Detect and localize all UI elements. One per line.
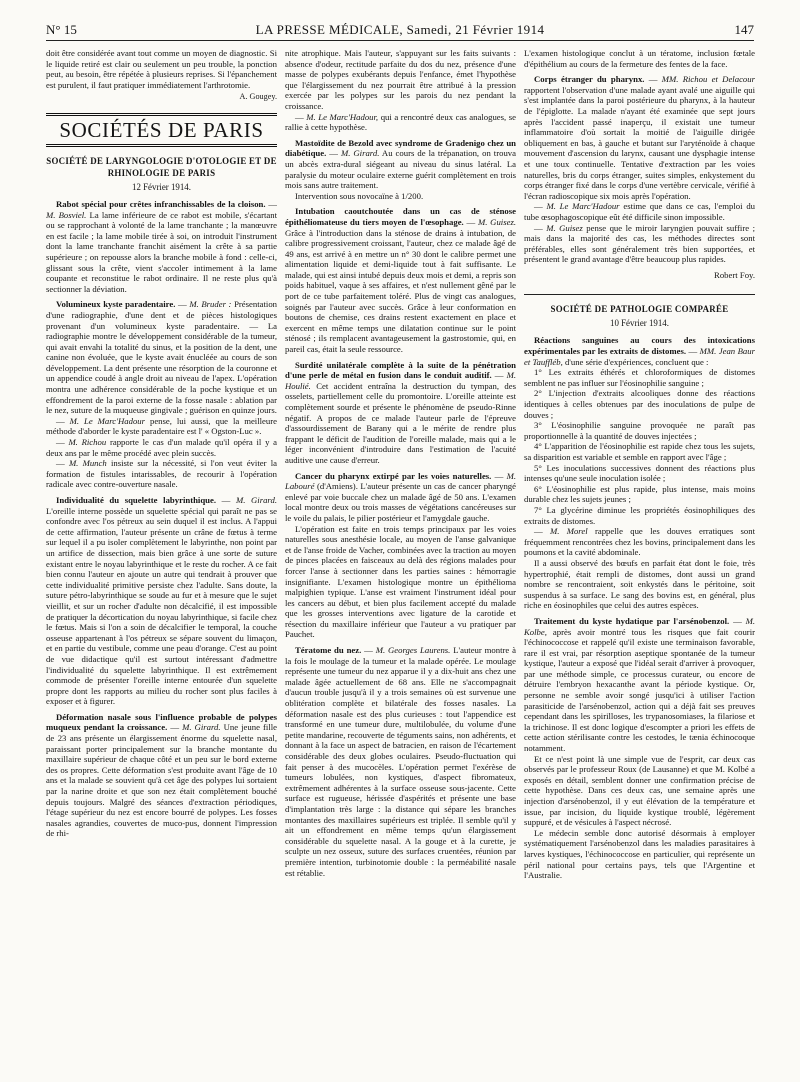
article: Cancer du pharynx extirpé par les voies naturelles. — M. Labouré (d'Amiens). L'auteur présente un cas de cancer pharyngé enlevé par voie buccale chez un malade âgé de 50 ans. L'examen local montre deux ou trois masses de végétations cancéreuses sur le voile du palais, le pilier postérieur et l'amygdale gauche.	[285, 470, 516, 523]
paragraph: L'examen histologique conclut à un tératome, inclusion fœtale d'épithélium au cours de la fermeture des fentes de la face.	[524, 48, 755, 69]
article-text: d'une série d'expériences, concluent que :	[564, 356, 709, 367]
remark-author: M. Munch	[68, 458, 107, 469]
remark: — M. Munch insiste sur la nécessité, si l'on veut éviter la formation de fistules intarissables, de recourir à l'opération radicale avec contre-ouverture nasale.	[46, 458, 277, 490]
article-author: M. Girard.	[235, 495, 277, 505]
article: Mastoïdite de Bezold avec syndrome de Gradenigo chez un diabétique. — M. Girard. Au cours de la trépanation, on trouva un abcès extra-dural siégeant au niveau du sinus latéral. La paralysie du moteur oculaire externe guérit complètement en trois mois sans autre traitement.	[285, 137, 516, 191]
running-header	[46, 22, 754, 41]
article-author: M. Girard.	[182, 722, 221, 733]
session-date: 10 Février 1914.	[610, 318, 669, 329]
article-text: L'auteur présente un cas de cancer pharyngé enlevé par voie buccale chez un malade âgé de 50 ans. L'examen local montre deux ou trois masses de végétations cancéreuses sur le voile du palais, le pilier postérieur et l'amygdale gauche.	[285, 481, 516, 523]
list-item: 2° L'injection d'extraits alcooliques donne des réactions identiques à celles obtenues par des inoculations de pulpe de douves ;	[524, 388, 755, 420]
remark: — M. Le Marc'Hadour pense, lui aussi, que la meilleure méthode d'aborder le kyste paradentaire est l' « Ogston-Luc ».	[46, 415, 277, 437]
remark-text: estime que dans ce cas, l'emploi du tube œsophagoscopique eût été difficile sinon impossible.	[524, 201, 755, 222]
article: Individualité du squelette labyrinthique. — M. Girard. L'oreille interne possède un squelette spécial qui paraît ne pas se confondre avec l'os pétreux au sein duquel il est inclus. A l'appui de cette affirmation, l'auteur présente un crâne de fœtus à terme sur lequel il a pu isoler complètement le labyrinthe, non point par un artifice de dissection, mais bien grâce à une sorte de suture existant entre le noyau labyrinthique et le reste du rocher. A ce fait bien connu l'auteur en ajoute un autre qui tendrait à prouver que cette individualité primitive persiste chez l'adulte. Sans doute, la suture pétro-labyrinthique se soude au fur et à mesure que le sujet vieillit, et sur un rocher d'adulte non décalcifié, il est impossible de pratiquer la décortication du noyau labyrinthique, si facile chez le fœtus. Mais si l'on a soin de décalcifier le temporal, la couche osseuse appartenant à l'os pétreux se sépare souvent du limaçon, et en partie du vestibule, comme une peau d'orange. C'est au point de vue didactique qu'il est surtout intéressant d'admettre l'individualité du squelette labyrinthique. Il est extrêmement commode de présenter l'oreille interne entourée d'un squelette propre dont les rapports au milieu du rocher sont plus faciles à exposer et à figurer.	[46, 495, 277, 707]
article-author: MM. Jean Baur et Tauffléb,	[524, 346, 755, 367]
article-title: Traitement du kyste hydatique par l'arsénobenzol.	[534, 615, 730, 626]
journal-title: LA PRESSE MÉDICALE, Samedi, 21 Février 1914	[255, 22, 545, 37]
remark: — M. Le Marc'Hadour estime que dans ce cas, l'emploi du tube œsophagoscopique eût été difficile sinon impossible.	[524, 201, 755, 222]
society-heading: SOCIÉTÉ DE LARYNGOLOGIE D'OTOLOGIE ET DE RHINOLOGIE DE PARIS	[46, 155, 277, 178]
remark-text: pense que le miroir laryngien pouvait suffire ; mais dans la majorité des cas, les méthodes directes sont préférables, elles sont généralement très bien supportées, et présentent le grand avantage d'être beaucoup plus rapides.	[524, 222, 755, 265]
remark-text: rapporte le cas d'un malade qu'il opéra il y a deux ans par le même procédé avec plein succès.	[46, 437, 277, 458]
paragraph: Le médecin semble donc autorisé désormais à employer systématiquement l'arsénobenzol dans les maladies parasitaires à larves kystiques, l'échinococcose en particulier, qui représente un péril national pour certains pays, tels que l'Argentine et l'Australie.	[524, 827, 755, 881]
remark-author: M. Le Marc'Hadour,	[306, 111, 379, 122]
paragraph: nite atrophique. Mais l'auteur, s'appuyant sur les faits suivants : absence d'odeur, rectitude parfaite du dos du nez, présence d'une masse de polypes exubérants depuis l'enfance, émet l'hypothèse que l'élargissement du nez pourrait être attribué à la pression exercée par les polypes sur les parois du nez pendant la croissance.	[285, 48, 516, 111]
article-text: L'auteur montre à la fois le moulage de la tumeur et la malade opérée. Le moulage représente une tumeur du nez apparue il y a dix-huit ans chez une malade âgée actuellement de 68 ans. Elle ne s'accompagnait d'aucun trouble jusqu'à il y a trois semaines où est survenue une oblitération complète et bilatérale des fosses nasales. La déformation nasale est des plus curieuses : tout l'appendice est transformé en une tumeur dure, multilobulée, du volume d'une petite mandarine, recouverte de téguments sains, non adhérents, et donnant à la face un aspect de batracien, en raison de l'écartement considérable des deux globes oculaires. Pseudo-fluctuation qui fait penser à des mucocèles. L'opération permet l'exérèse de tumeurs lobulées, non kystiques, d'aspect fibromateux, extrêmement adhérentes à la surface osseuse sous-jacente. Cette surface est rugueuse, hérissée d'aspérités et présente une base d'implantation très large : la distance qui sépare les branches montantes des maxillaires supérieurs est triplée. Il semble qu'il y ait un effondrement en même temps qu'un élargissement considérable du squelette nasal. A la gouge et à la curette, je sculpte un nez osseux, suture des surfaces cruentées, réunion par première intention, turbinotomie double : la perméabilité nasale est rétablie.	[285, 645, 516, 878]
remark: — M. Guisez pense que le miroir laryngien pouvait suffire ; mais dans la majorité des cas, les méthodes directes sont préférables, elles sont généralement très bien supportées, et présentent le grand avantage d'être beaucoup plus rapides.	[524, 222, 755, 265]
list-item: 7° La glycérine diminue les propriétés éosinophiliques des extraits de distomes.	[524, 504, 755, 526]
article-text: Présentation d'une radiographie, d'une dent et de pièces histologiques provenant d'un volumineux kyste paradentaire. — La radiographie montre le développement considérable de la tumeur, qui avait envahi la totalité du sinus, et la position de la dent, une canine non évoluée, que le kyste avait énucléée au cours de son développement. La dent présente une résorption de la couronne et un appendice coudé à angle droit au niveau de l'apex. L'opération montra une adhérence considérable de la poche kystique et un effondrement de la paroi externe de la fosse nasale : ablation par le nez, suture de la muqueuse gingivale ; guérison en quinze jours.	[46, 299, 277, 416]
signature: Robert Foy.	[714, 269, 755, 280]
remark-author: M. Morel	[550, 526, 588, 537]
article-text: rapportent l'observation d'une malade ayant avalé une aiguille qui s'est implantée dans la paroi postérieure du pharynx, à la hauteur de l'épiglotte. La malade n'ayant été examinée que sept jours après l'accident passé inaperçu, il existait une tumeur inflammatoire d'où sortait la moitié de l'aiguille dirigée obliquement en bas, à gauche et butant sur l'aryténoïde à chaque mouvement d'ascension du larynx, causant une dysphagie intense et une toux continuelle. Tentative d'extraction par les voies naturelles, bris du corps étranger, suites simples, enkystement du corps étranger fixé dans le corps d'une vertèbre cervicale, vérifié à l'écran radioscopique six mois après l'opération.	[524, 84, 755, 201]
paragraph: Intervention sous novocaïne à 1/200.	[295, 190, 424, 201]
article: Rabot spécial pour crêtes infranchissables de la cloison. — M. Bosviel. La lame inférieure de ce rabot est mobile, s'écartant ou se rapprochant à volonté de la lame tranchante ; la manœuvre en est facile ; la lame mobile tirée à soi, on introduit l'instrument dont la lame tranchante franchit aisément la crête à sa partie supérieure ; on repousse alors la branche mobile à fond : celle-ci, glissant sous la crête, vient s'accoler intimement à la lame coupante et reconstitue le rabot ordinaire. Il ne reste plus qu'à sectionner la déviation.	[46, 198, 277, 294]
article-place: (d'Amiens).	[316, 481, 358, 492]
article-author: MM. Richou et Delacour	[661, 74, 755, 85]
article: Tératome du nez. — M. Georges Laurens. L'auteur montre à la fois le moulage de la tumeur et la malade opérée. Le moulage représente une tumeur du nez apparue il y a dix-huit ans chez une malade âgée actuellement de 68 ans. Elle ne s'accompagnait d'aucun trouble jusqu'à il y a trois semaines où est survenue une oblitération complète et bilatérale des fosses nasales. La déformation nasale est des plus curieuses : tout l'appendice est transformé en une tumeur dure, multilobulée, du volume d'une petite mandarine, recouverte de téguments sains, non adhérents, et donnant à la face un aspect de batracien, en raison de l'écartement considérable des deux globes oculaires. Pseudo-fluctuation qui fait penser à des mucocèles. L'opération permet l'exérèse de tumeurs lobulées, non kystiques, d'aspect fibromateux, extrêmement adhérentes à la surface osseuse sous-jacente. Cette surface est rugueuse, hérissée d'aspérités et présente une base d'implantation très large : la distance qui sépare les branches montantes des maxillaires supérieurs est triplée. Il semble qu'il y ait un effondrement en même temps qu'un élargissement considérable du squelette nasal. A la gouge et à la curette, je sculpte un nez osseux, suture des surfaces cruentées, réunion par première intention, turbinotomie double : la perméabilité nasale est rétablie.	[285, 645, 516, 878]
article-author: M. Labouré	[285, 470, 516, 492]
paragraph: Il a aussi observé des bœufs en parfait état dont le foie, très hypertrophié, était rempli de distomes, dont aussi un grand nombre se rencontraient, soit enkystés dans le péritoine, soit suspendus à sa surface. Le sang des bovins est, en général, plus riche en éosinophiles que celui des autres espèces.	[524, 557, 755, 611]
column-3	[524, 48, 755, 1073]
remark: — M. Richou rapporte le cas d'un malade qu'il opéra il y a deux ans par le même procédé avec plein succès.	[46, 437, 277, 458]
article-text: L'oreille interne possède un squelette spécial qui paraît ne pas se confondre avec l'os pétreux au sein duquel il est inclus. A l'appui de cette affirmation, l'auteur présente un crâne de fœtus à terme sur lequel il a pu isoler complètement le labyrinthe, non point par un artifice de dissection, mais bien grâce à une sorte de suture existant entre le noyau labyrinthique et le reste du rocher. A ce fait bien connu l'auteur en ajoute un autre qui tendrait à prouver que cette individualité primitive persiste chez l'adulte. Sans doute, la suture pétro-labyrinthique se soude au fur et à mesure que le sujet vieillit, et sur un rocher d'adulte non décalcifié, il est impossible de pratiquer la décortication du noyau labyrinthique, si facile chez le fœtus. Mais si l'on a soin de décalcifier le temporal, la couche osseuse appartenant à l'os pétreux se sépare souvent du limaçon, et en partie du vestibule, comme une peau d'orange. C'est au point de vue didactique qu'il est surtout intéressant d'admettre l'individualité du squelette labyrinthique. Il est extrêmement commode de présenter l'oreille interne entourée d'un squelette propre dont les rapports au milieu du rocher sont plus faciles à exposer et à figurer.	[46, 505, 277, 707]
article-title: Tératome du nez.	[295, 645, 362, 656]
article-text: Grâce à l'introduction dans la sténose de drains à intubation, de calibre progressivement croissant, l'auteur, chez ce malade âgé de 49 ans, est arrivé à en mettre un n° 30 dont le calibre permet une alimentation liquide et demi-liquide tout à fait suffisante. Le malade, qui est ainsi intubé depuis deux mois et demi, a repris son poids habituel, vaque à ses affaires, et n'est nullement gêné par le port de ce tube parfaitement toléré. Plus de vingt cas analogues, soignés par l'auteur avec succès. Grâce à leur conformation en boutons de chemise, ces drains restent exactement en place et exercent en même temps une dilatation continue sur le point sténosé ; ils remplacent avantageusement la gastrostomie, qui, en pareil cas, était la seule ressource.	[285, 227, 516, 355]
signature: A. Gougey.	[239, 92, 277, 102]
article-author: M. Georges Laurens.	[375, 645, 451, 656]
article: Corps étranger du pharynx. — MM. Richou et Delacour rapportent l'observation d'une malade ayant avalé une aiguille qui s'est implantée dans la paroi postérieure du pharynx, à la hauteur de l'épiglotte. La malade n'ayant été examinée que sept jours après l'accident passé inaperçu, il existait une tumeur inflammatoire d'où sortait la moitié de l'aiguille dirigée obliquement en bas, à gauche et butant sur l'aryténoïde à chaque mouvement d'ascension du larynx, causant une dysphagie intense et une toux continuelle. Tentative d'extraction par les voies naturelles, bris du corps étranger, suites simples, enkystement du corps étranger fixé dans le corps d'une vertèbre cervicale, vérifié à l'écran radioscopique six mois après l'opération.	[524, 74, 755, 201]
article-author: M. Kolbe,	[524, 615, 755, 637]
society-heading: SOCIÉTÉ DE PATHOLOGIE COMPARÉE	[524, 294, 755, 315]
article-title: Mastoïdite de Bezold avec syndrome de Gradenigo chez un diabétique.	[285, 137, 516, 159]
article: Volumineux kyste paradentaire. — M. Bruder : Présentation d'une radiographie, d'une dent et de pièces histologiques provenant d'un volumineux kyste paradentaire. — La radiographie montre le développement considérable de la tumeur, qui avait envahi la totalité du sinus, et la position de la dent, une canine non évoluée, que le kyste avait énucléée au cours de son développement. La dent présente une résorption de la couronne et un appendice coudé à angle droit au niveau de l'apex. L'opération montra une adhérence considérable de la poche kystique et un effondrement de la paroi externe de la fosse nasale : ablation par le nez, suture de la muqueuse gingivale ; guérison en quinze jours.	[46, 299, 277, 416]
remark-text: insiste sur la nécessité, si l'on veut éviter la formation de fistules intarissables, de recourir à l'opération radicale avec contre-ouverture nasale.	[46, 458, 277, 490]
paragraph: Et ce n'est point là une simple vue de l'esprit, car deux cas observés par le professeur Roux (de Lausanne) et que M. Kolbé a exposés en détail, semblent donner une confirmation précise de cette hypothèse. Dans ces deux cas, une semaine après une injection d'arsénobenzol, il y eut élévation de la température et issue, par incision, du liquide kystique troublé, légèrement suppuré, et de vésicules à l'aspect nécrosé.	[524, 753, 755, 828]
article-text: Au cours de la trépanation, on trouva un abcès extra-dural siégeant au niveau du sinus latéral. La paralysie du moteur oculaire externe guérit complètement en trois mois sans autre traitement.	[285, 148, 516, 191]
list-item: 1° Les extraits éthérés et chloroformiques de distomes semblent ne pas influer sur l'éosinophilie sanguine ;	[524, 367, 755, 388]
remark-text: qui a rencontré deux cas analogues, se rallie à cette hypothèse.	[285, 111, 516, 133]
article-title: Surdité unilatérale complète à la suite de la pénétration d'une perle de métal en fusion dans le conduit auditif.	[285, 359, 516, 381]
article-author: M. Girard.	[340, 148, 380, 159]
article: Intubation caoutchoutée dans un cas de sténose épithéliomateuse du tiers moyen de l'œsophage. — M. Guisez. Grâce à l'introduction dans la sténose de drains à intubation, de calibre progressivement croissant, l'auteur, chez ce malade âgé de 49 ans, est arrivé à en mettre un n° 30 dont le calibre permet une alimentation liquide et demi-liquide tout à fait suffisante. Le malade, qui est ainsi intubé depuis deux mois et demi, a repris son poids habituel, vaque à ses affaires, et n'est nullement gêné par le port de ce tube parfaitement toléré. Plus de vingt cas analogues, soignés par l'auteur avec succès. Grâce à leur conformation en boutons de chemise, ces drains restent exactement en place et exercent en même temps une dilatation continue sur le point sténosé ; ils remplacent avantageusement la gastrostomie, qui, en pareil cas, était la seule ressource.	[285, 206, 516, 355]
article-title: Déformation nasale sous l'influence probable de polypes muqueux pendant la croissance.	[46, 711, 277, 733]
column-2	[285, 48, 516, 1073]
article-author: M. Bosviel.	[46, 209, 87, 220]
article-text: Une jeune fille de 23 ans présente un élargissement énorme du squelette nasal, paraissant porter principalement sur la branche montante du maxillaire supérieur de chaque côté et un peu sur le bord externe des os propres. Cette déformation s'est produite avant l'âge de 10 ans et la malade se souvient qu'à cet âge des polypes lui sortaient par la narine droite et que son nez était complètement bouché depuis toujours. Malgré des séances d'extraction périodiques, l'étage supérieur du nez est encore bourré de polypes. Les fosses nasales agrandies, couvertes de muco-pus, donnent l'impression de rhi-	[46, 722, 277, 839]
list-item: 3° L'éosinophilie sanguine provoquée ne paraît pas proportionnelle à la quantité de douves injectées ;	[524, 420, 755, 441]
article-author: M. Guisez.	[477, 216, 516, 227]
remark-text: rappelle que les douves erratiques sont fréquemment rencontrées chez les bovins, principalement dans les poumons et la cavité abdominale.	[524, 526, 755, 558]
page-number: 147	[734, 22, 754, 37]
remark-author: M. Le Marc'Hadour	[69, 415, 146, 426]
list-item: 5° Les inoculations successives donnent des réactions plus intenses qu'une seule inoculation isolée ;	[524, 462, 755, 484]
article-title: Corps étranger du pharynx.	[534, 74, 645, 85]
article: Traitement du kyste hydatique par l'arsénobenzol. — M. Kolbe, après avoir montré tous les risques que fait courir l'échinococcose et rappelé qu'il existe une terminaison favorable, rare il est vrai, par résorption aseptique spontanée de la tumeur kystique, l'auteur a exposé que l'idéal serait d'arriver à provoquer, par une méthode simple, ce processus curateur, ou encore de détruire l'embryon hexacanthe avant la période kystique. Or, personne ne semble avoir songé jusqu'ici à utiliser l'action parasiticide de l'arsénobenzol, action qui a déjà fait ses preuves cependant dans les spirilloses, les trypanosomiases, la filariose et la trichinose. Il est donc logique d'escompter a priori les effets de cette action stérilisante contre les cestodes, le tænia échinocoque notamment.	[524, 615, 755, 754]
article-author: M. Houlié.	[285, 370, 516, 391]
remark-author: M. Guisez	[546, 222, 583, 233]
article-text: après avoir montré tous les risques que fait courir l'échinococcose et rappelé qu'il existe une terminaison favorable, rare il est vrai, par résorption aseptique spontanée de la tumeur kystique, l'auteur a exposé que l'idéal serait d'arriver à provoquer, par une méthode simple, ce processus curateur, ou encore de détruire l'embryon hexacanthe avant la période kystique. Or, personne ne semble avoir songé jusqu'ici à utiliser l'action parasiticide de l'arsénobenzol, action qui a déjà fait ses preuves cependant dans les spirilloses, les trypanosomiases, la filariose et la trichinose. Il est donc logique d'escompter a priori les effets de cette action stérilisante contre les cestodes, le tænia échinocoque notamment.	[524, 626, 755, 754]
article-title: Individualité du squelette labyrinthique.	[56, 495, 217, 505]
remark-author: M. Le Marc'Hadour	[546, 201, 620, 212]
section-title: SOCIÉTÉS DE PARIS	[46, 113, 277, 147]
article: Réactions sanguines au cours des intoxications expérimentales par les extraits de distomes. — MM. Jean Baur et Tauffléb, d'une série d'expériences, concluent que :	[524, 335, 755, 367]
column-1	[46, 48, 277, 1073]
article: Déformation nasale sous l'influence probable de polypes muqueux pendant la croissance. — M. Girard. Une jeune fille de 23 ans présente un élargissement énorme du squelette nasal, paraissant porter principalement sur la branche montante du maxillaire supérieur de chaque côté et un peu sur le bord externe des os propres. Cette déformation s'est produite avant l'âge de 10 ans et la malade se souvient qu'à cet âge des polypes lui sortaient par la narine droite et que son nez était complètement bouché depuis toujours. Malgré des séances d'extraction périodiques, l'étage supérieur du nez est encore bourré de polypes. Les fosses nasales agrandies, couvertes de muco-pus, donnent l'impression de rhi-	[46, 711, 277, 839]
remark: — M. Le Marc'Hadour, qui a rencontré deux cas analogues, se rallie à cette hypothèse.	[285, 111, 516, 133]
article-title: Rabot spécial pour crêtes infranchissables de la cloison.	[56, 198, 266, 209]
article-title: Intubation caoutchoutée dans un cas de sténose épithéliomateuse du tiers moyen de l'œsophage.	[285, 206, 516, 227]
remark-text: pense, lui aussi, que la meilleure méthode d'aborder le kyste paradentaire est l' « Ogston-Luc ».	[46, 415, 277, 437]
list-item: 6° L'éosinophilie est plus rapide, plus intense, mais moins durable chez les sujets jeunes ;	[524, 483, 755, 505]
session-date: 12 Février 1914.	[132, 181, 191, 192]
paragraph: doit être considérée avant tout comme un moyen de diagnostic. Si le liquide retiré est clair ou seulement un peu trouble, la ponction peut, au besoin, être répétée à plusieurs reprises. Si l'épanchement est purulent, il faut pratiquer immédiatement l'arthrotomie.	[46, 48, 277, 90]
paragraph: L'opération est faite en trois temps principaux par les voies naturelles sous anesthésie locale, au moyen de l'anse galvanique et de l'anse froide de Vacher, combinées avec la traction au moyen de pinces placées en faisceaux au delà des régions malades pour forcer l'anse à sectionner dans les parties saines : hémorragie insignifiante. L'examen histologique montre un épithélioma malpighien typique. L'anse est vraiment l'instrument idéal pour les cancers au début, et bien plus facilement accepté du malade que les grosses interventions avec ligature de la carotide et résection du maxillaire inférieur que l'auteur a vu pratiquer par Pauchet.	[285, 523, 516, 640]
article: Surdité unilatérale complète à la suite de la pénétration d'une perle de métal en fusion dans le conduit auditif. — M. Houlié. Cet accident entraîna la destruction du tympan, des osselets, partiellement celle du promontoire. L'oreille atteinte est complètement sourde et présente le phénomène de pseudo-Rinne négatif. A propos de ce malade l'auteur parle de l'épreuve d'assourdissement de Barany qui a le mérite de rendre plus frappant le déficit de l'audition de l'oreille malade, mais qui a le léger inconvénient d'introduire dans l'estimation de l'acuité auditive une cause d'erreur.	[285, 359, 516, 465]
list-item: 4° L'apparition de l'éosinophilie est rapide chez tous les sujets, sa disparition est variable et semble en rapport avec l'âge ;	[524, 441, 755, 462]
article-text: La lame inférieure de ce rabot est mobile, s'écartant ou se rapprochant à volonté de la lame tranchante ; la manœuvre en est facile ; la lame mobile tirée à soi, on introduit l'instrument dont la lame tranchante franchit aisément la crête à sa partie supérieure ; on repousse alors la branche mobile à fond : celle-ci, glissant sous la crête, vient s'accoler intimement à la lame coupante et reconstitue le rabot ordinaire. Il ne reste plus qu'à sectionner la déviation.	[46, 209, 277, 294]
article-text: Cet accident entraîna la destruction du tympan, des osselets, partiellement celle du promontoire. L'oreille atteinte est complètement sourde et présente le phénomène de pseudo-Rinne négatif. A propos de ce malade l'auteur parle de l'épreuve d'assourdissement de Barany qui a le mérite de rendre plus frappant le déficit de l'audition de l'oreille malade, mais qui a le léger inconvénient d'introduire dans l'estimation de l'acuité auditive une cause d'erreur.	[285, 380, 516, 465]
issue-number: N° 15	[46, 22, 77, 37]
article-title: Cancer du pharynx extirpé par les voies naturelles.	[295, 470, 492, 481]
article-title: Volumineux kyste paradentaire.	[56, 299, 176, 310]
remark-author: M. Richou	[68, 437, 107, 448]
remark: — M. Morel rappelle que les douves erratiques sont fréquemment rencontrées chez les bovins, principalement dans les poumons et la cavité abdominale.	[524, 526, 755, 558]
article-title: Réactions sanguines au cours des intoxications expérimentales par les extraits de distomes.	[524, 335, 755, 357]
article-author: M. Bruder :	[189, 299, 232, 310]
